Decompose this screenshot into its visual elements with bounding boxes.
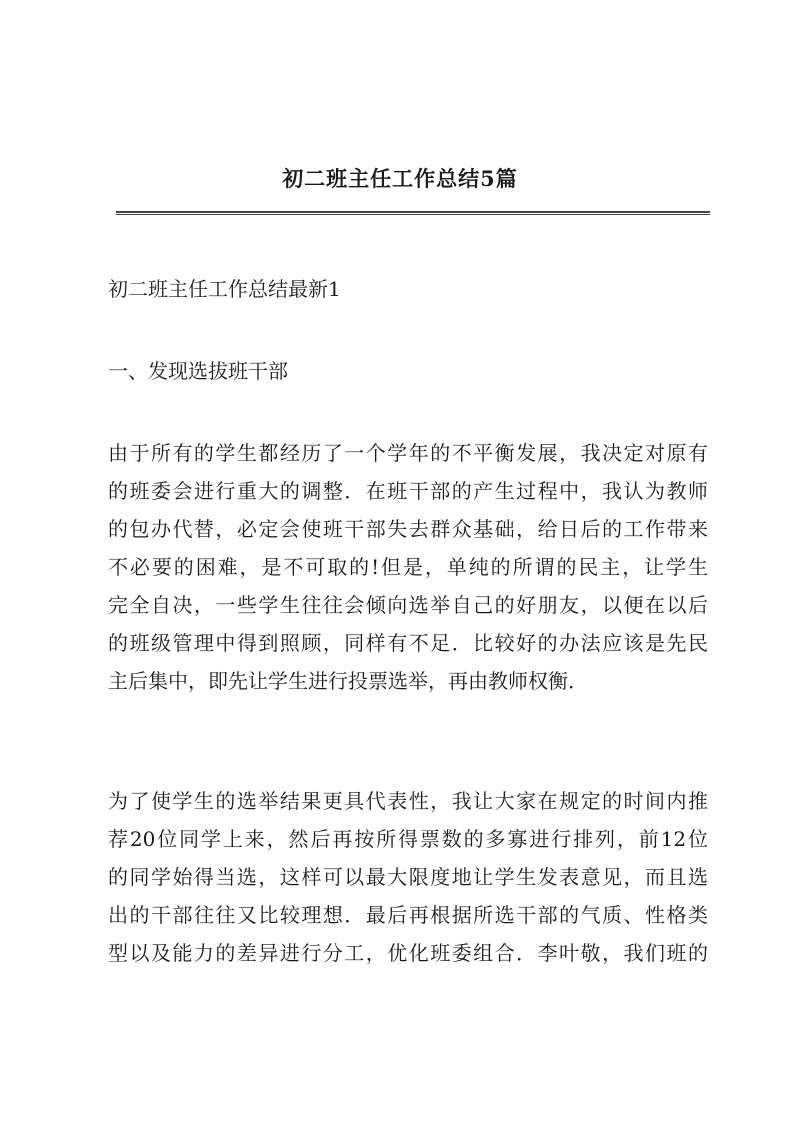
paragraph-line: 荐20位同学上来，然后再按所得票数的多寡进行排列，前12位 — [108, 827, 708, 851]
paragraph-line: 的班委会进行重大的调整．在班干部的产生过程中，我认为教师 — [108, 479, 708, 503]
paragraph-line: 为了使学生的选举结果更具代表性，我让大家在规定的时间内推 — [108, 789, 708, 813]
paragraph-line: 由于所有的学生都经历了一个学年的不平衡发展，我决定对原有 — [108, 441, 708, 465]
document-title: 初二班主任工作总结5篇 — [282, 166, 518, 191]
paragraph-line: 的班级管理中得到照顾，同样有不足．比较好的办法应该是先民 — [108, 631, 708, 655]
title-divider — [116, 211, 710, 215]
paragraph-line: 的同学始得当选，这样可以最大限度地让学生发表意见，而且选 — [108, 865, 708, 889]
section-heading: 初二班主任工作总结最新1 — [108, 277, 341, 301]
paragraph-line: 出的干部往往又比较理想．最后再根据所选干部的气质、性格类 — [108, 903, 708, 927]
paragraph-line: 型以及能力的差异进行分工，优化班委组合．李叶敬，我们班的 — [108, 941, 708, 965]
paragraph-line: 完全自决，一些学生往往会倾向选举自己的好朋友，以便在以后 — [108, 593, 708, 617]
paragraph-line: 不必要的困难，是不可取的!但是，单纯的所谓的民主，让学生 — [108, 555, 708, 579]
paragraph-line: 主后集中，即先让学生进行投票选举，再由教师权衡． — [108, 669, 588, 693]
sub-heading: 一、发现选拔班干部 — [108, 359, 288, 383]
paragraph-line: 的包办代替，必定会使班干部失去群众基础，给日后的工作带来 — [108, 517, 708, 541]
